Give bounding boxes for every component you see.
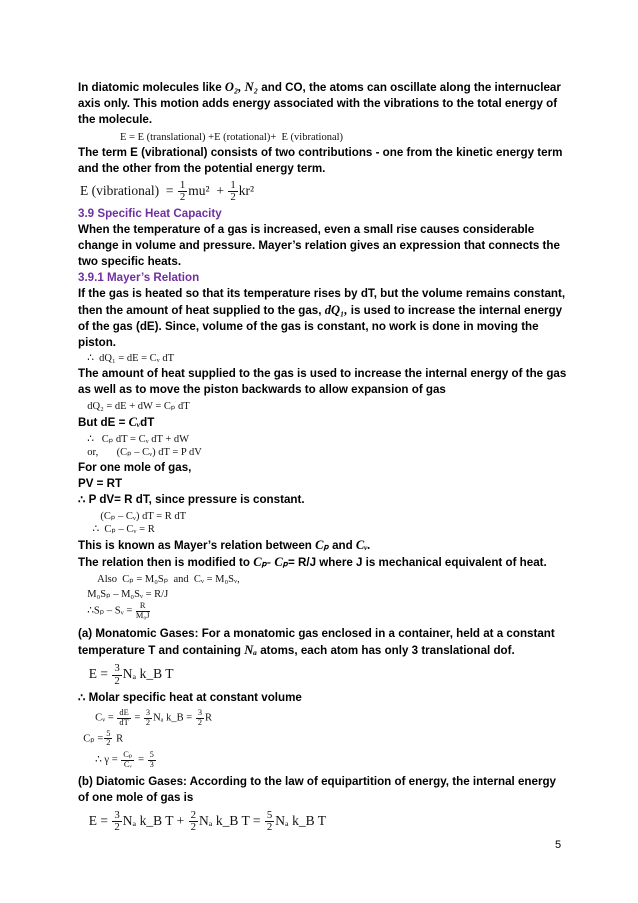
symbol-dq1: dQ₁,	[324, 302, 348, 317]
heading-3-9-1: 3.9.1 Mayer’s Relation	[78, 270, 200, 284]
eq-vib-lhs: E (vibrational)	[80, 182, 160, 198]
text-one-mole: For one mole of gas,	[78, 460, 192, 474]
equation-also-cp-cv: Also Cₚ = M₀Sₚ and Cᵥ = M₀Sᵥ,	[82, 573, 240, 585]
fraction-three-halves: $\frac{3}{2}$	[114, 662, 120, 687]
equation-vibrational-energy	[80, 180, 568, 204]
fraction-half: $\frac{1}{2}$	[179, 179, 186, 204]
fraction-cp-cv: $\frac{\text{Cₚ}}{\text{Cᵥ}}$	[123, 750, 133, 770]
fraction-five-halves: $\frac{5}{2}$	[106, 728, 111, 748]
text-relation-modified: The relation then is modified to Cₚ- Cₚ= R/J where J is mechanical equivalent of heat.	[78, 554, 547, 569]
fraction-r-over-m0j: $\frac{R}{\text{M₀J}}$	[135, 600, 150, 620]
equation-cv-monatomic: Cᵥ = $\frac{dE}{dT}$ = $\frac{3}{2}$ Nₐ k_B = $\frac{3}{2}$ R	[82, 708, 213, 727]
paragraph-specific-heat: When the temperature of a gas is increased, even a small rise causes considerable change in volume and pressure. Mayer’s relation gives an expression that connects the two specific heats.	[78, 222, 560, 268]
equation-cp-monatomic: Cₚ = $\frac{5}{2}$ R	[78, 728, 124, 748]
paragraph-monatomic-gases: (a) Monatomic Gases: For a monatomic gas enclosed in a container, held at a constant temperature T and containing Nₐ atoms, each atom has only 3 translational dof.	[78, 627, 555, 658]
equation-energy-monatomic: E = $\frac{3}{2}$ Nₐ k_B T	[82, 662, 174, 687]
equation-energy-diatomic: E = $\frac{3}{2}$ Nₐ k_B T + $\frac{2}{2}$ Nₐ k_B T = $\frac{5}{2}$ Nₐ k_B T	[82, 808, 326, 834]
symbol-na: Nₐ	[244, 643, 257, 658]
equation-gamma-monatomic: ∴ γ = $\frac{\text{Cₚ}}{\text{Cᵥ}}$ = $\frac{5}{3}$	[82, 750, 154, 770]
text-molar-specific-heat: ∴ Molar specific heat at constant volume	[78, 691, 302, 704]
paragraph-diatomic-gases: (b) Diatomic Gases: According to the law of equipartition of energy, the internal energy of one mole of gas is	[78, 774, 556, 804]
eq-vib-equals: =	[165, 182, 174, 198]
paragraph-mayer-heating	[78, 286, 568, 351]
page-number: 5	[555, 839, 562, 851]
fraction-five-halves: $\frac{5}{2}$	[266, 808, 273, 834]
equation-cp-minus-cv: ∴ Cₚ – Cᵥ = R	[82, 523, 155, 535]
symbol-cv: Cᵥ.	[355, 537, 371, 552]
symbol-cp: Cₚ	[274, 554, 289, 569]
text-pdv-rdt: ∴ P dV= R dT, since pressure is constant.	[78, 492, 305, 506]
equation-total-energy: E = E (translational) +E (rotational)+ E (vibrational)	[120, 132, 344, 143]
fraction-two-halves: $\frac{2}{2}$	[190, 808, 197, 834]
text-segment: and CO, the atoms can oscillate along the internuclear axis only. This motion adds energy associated with the vibrations to the total energy of the molecule.	[78, 81, 561, 126]
symbol-cp: Cₚ-	[253, 554, 272, 569]
paragraph-vibrational-term: The term E (vibrational) consists of two contributions - one from the kinetic energy term and the other from the potential energy term.	[78, 146, 563, 175]
text-pv-rt: PV = RT	[78, 476, 123, 490]
equation-cp-dt: ∴ Cₚ dT = Cᵥ dT + dW	[82, 433, 190, 445]
text-mayers-relation: This is known as Mayer’s relation between Cₚ and Cᵥ.	[78, 537, 371, 552]
eq-vib-kinetic: mu² +	[188, 182, 224, 198]
equation-m0s: M₀Sₚ – M₀Sᵥ = R/J	[82, 588, 169, 600]
fraction-de-dt: $\frac{dE}{dT}$	[119, 708, 129, 727]
text-but-de: But dE = CᵥdT	[78, 414, 155, 429]
fraction-five-thirds: $\frac{5}{3}$	[149, 750, 154, 770]
equation-dq2: dQ₂ = dE + dW = Cₚ dT	[82, 400, 190, 412]
paragraph-heat-expansion: The amount of heat supplied to the gas is used to increase the internal energy of the gas as well as to move the piston backwards to allow expansion of gas	[78, 366, 567, 396]
page-content	[78, 79, 568, 834]
fraction-half: $\frac{1}{2}$	[230, 179, 236, 204]
equation-sp-minus-sv: ∴Sₚ – Sᵥ = $\frac{R}{\text{M₀J}}$	[82, 600, 150, 620]
heading-3-9: 3.9 Specific Heat Capacity	[78, 206, 222, 220]
eq-vib-potential: kr²	[238, 182, 255, 198]
symbol-cv: Cᵥ	[128, 414, 141, 429]
fraction-three-halves: $\frac{3}{2}$	[145, 708, 151, 727]
paragraph-diatomic-molecules	[78, 79, 568, 128]
text-segment: In diatomic molecules like	[78, 81, 222, 94]
fraction-three-halves: $\frac{3}{2}$	[197, 708, 203, 727]
text-segment: is used to increase the internal energy of the gas (dE). Since, volume of the gas is constant, no work is done in moving the piston.	[78, 303, 563, 349]
equation-r-dt: (Cₚ – Cᵥ) dT = R dT	[82, 510, 187, 522]
symbol-o2: O₂,	[224, 80, 242, 94]
equation-cp-cv-dt: or, (Cₚ – Cᵥ) dT = P dV	[82, 446, 202, 458]
fraction-three-halves: $\frac{3}{2}$	[114, 808, 120, 834]
symbol-cp: Cₚ	[315, 537, 329, 552]
symbol-n2: N₂	[244, 80, 259, 94]
text-segment: If the gas is heated so that its temperature rises by dT, but the volume remains constant, then the amount of heat supplied to the gas,	[78, 286, 566, 317]
equation-dq1: ∴ dQ₁ = dE = Cᵥ dT	[82, 352, 175, 364]
